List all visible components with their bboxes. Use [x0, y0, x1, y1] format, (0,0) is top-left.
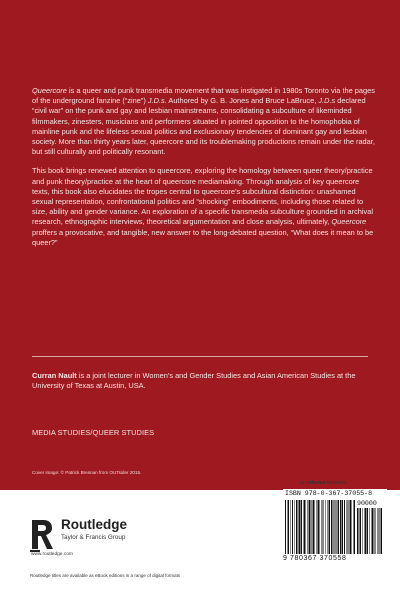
barcode-bar — [299, 500, 301, 554]
barcode-bar — [362, 508, 363, 554]
book-blurb — [32, 86, 376, 257]
barcode-bar — [331, 500, 333, 554]
barcode-bar — [290, 500, 291, 554]
blurb-text-run: Queercore — [331, 217, 367, 227]
barcode-bar — [304, 500, 306, 554]
ean-digits: 9 780367 370558 — [283, 555, 347, 562]
informa-suffix: business — [325, 480, 347, 486]
cover-image-credit: Cover image: © Patrick Bresnan from OUTsider 2015. — [32, 470, 142, 475]
blurb-text-run: Authored by G. B. Jones and Bruce LaBruce, — [166, 96, 319, 106]
barcode-bar — [298, 500, 299, 554]
barcode-bar — [294, 500, 295, 554]
barcode-bar — [326, 500, 327, 554]
ebook-note: Routledge titles are available as eBook editions in a range of digital formats — [30, 573, 181, 578]
barcode-bar — [370, 508, 371, 554]
ean-barcode — [285, 500, 355, 554]
barcode-bar — [320, 500, 321, 554]
barcode-bar — [374, 508, 375, 554]
routledge-r-icon — [30, 517, 56, 552]
blurb-paragraph-2 — [32, 166, 376, 248]
barcode-bar — [381, 508, 383, 554]
barcode-bar — [340, 500, 342, 554]
isbn-label: ISBN 978-0-367-37055-8 — [285, 490, 373, 497]
barcode-bar — [335, 500, 336, 554]
barcode-bar — [301, 500, 302, 554]
barcode-bar — [377, 508, 378, 554]
barcode-bar — [303, 500, 304, 554]
barcode-bar — [309, 500, 311, 554]
author-name: Curran Nault — [32, 371, 77, 380]
barcode-bar — [375, 508, 376, 554]
barcode-bar — [287, 500, 288, 554]
barcode-bar — [318, 500, 319, 554]
barcode-bar — [367, 508, 369, 554]
barcode-bar — [360, 508, 362, 554]
divider — [32, 356, 368, 357]
barcode-bar — [307, 500, 308, 554]
barcode-bar — [364, 508, 365, 554]
barcode-bar — [347, 500, 348, 554]
barcode-bar — [329, 500, 330, 554]
informa-brand: informa — [306, 480, 326, 486]
blurb-paragraph-1 — [32, 86, 376, 157]
barcode-bar — [334, 500, 335, 554]
barcode-bar — [349, 500, 350, 554]
barcode-bar — [324, 500, 325, 554]
addon-barcode — [357, 508, 383, 554]
blurb-text-run: is a queer and punk transmedia movement that was instigated in 1980s Toronto via the pages of the underground fanzine (“zine”) — [32, 86, 375, 106]
barcode-bar — [338, 500, 340, 554]
barcode-bar — [288, 500, 289, 554]
barcode-bar — [313, 500, 315, 554]
publisher-url: www.routledge.com — [31, 552, 73, 557]
barcode-bar — [336, 500, 337, 554]
barcode-bar — [296, 500, 297, 554]
blurb-text-run: J.D.s — [318, 96, 336, 106]
barcode-bar — [292, 500, 293, 554]
barcode-bar — [378, 508, 379, 554]
barcode-bar — [357, 508, 359, 554]
barcode-bar — [344, 500, 345, 554]
barcode-bar — [342, 500, 343, 554]
barcode-bar — [285, 500, 286, 554]
subject-category: MEDIA STUDIES/QUEER STUDIES — [32, 428, 155, 437]
blurb-text-run: proffers a provocative, and tangible, new answer to the long-debated question, “What does it mean to be queer?” — [32, 227, 374, 247]
barcode-bar — [354, 500, 356, 554]
informa-prefix: an — [300, 480, 307, 486]
barcode-block — [283, 489, 387, 569]
barcode-bar — [317, 500, 318, 554]
blurb-text-run: Queercore — [32, 86, 67, 95]
blurb-text-run: declared “civil war” on the punk and gay and lesbian mainstreams, consolidating a subculture of likeminded filmmakers, zinesters, musicians and performers situated in pointed opposition to the homophobia of mainline punk and the lifeless sexual politics and exclusionary tendencies of dominant gay and lesbian society. More than thirty years later, queercore and its troublemaking productions remain under the radar, but still culturally and politically resonant. — [32, 96, 375, 157]
publisher-group: Taylor & Francis Group — [61, 534, 126, 541]
informa-business-note — [300, 480, 346, 486]
price-code: 90000 — [357, 500, 377, 507]
barcode-bar — [315, 500, 316, 554]
barcode-bar — [365, 508, 366, 554]
barcode-bar — [328, 500, 329, 554]
barcode-bar — [311, 500, 312, 554]
blurb-text-run: This book brings renewed attention to queercore, exploring the homology between queer theory/practice and punk theory/practice at the heart of queercore mediamaking. Through analysis of key queercore texts, this book also elucidates the tropes central to queercore’s subcultural distinction: unashamed sexual representation, confrontational politics and “shocking” embodiments, including those related to size, ability and gender variance. An exploration of a specific transmedia subculture grounded in archival research, ethnographic interviews, theoretical argumentation and close analysis, ultimately, — [32, 166, 373, 227]
barcode-bar — [350, 500, 352, 554]
barcode-bar — [372, 508, 374, 554]
author-bio — [32, 371, 376, 391]
blurb-text-run: J.D.s. — [147, 96, 167, 106]
barcode-bar — [352, 500, 353, 554]
author-bio-text: is a joint lecturer in Women’s and Gender Studies and Asian American Studies at the University of Texas at Austin, USA. — [32, 371, 356, 391]
barcode-bar — [380, 508, 381, 554]
barcode-bar — [322, 500, 323, 554]
publisher-name: Routledge — [61, 517, 127, 532]
